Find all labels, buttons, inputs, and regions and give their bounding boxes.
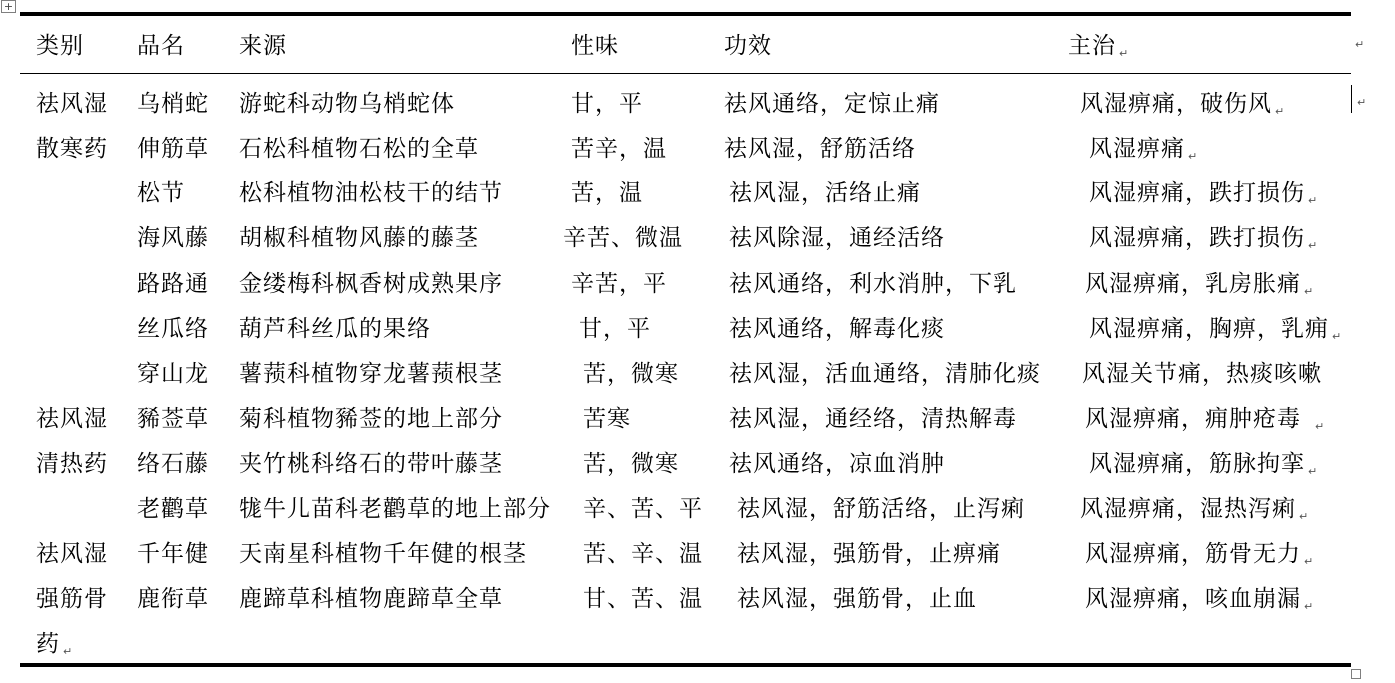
header-taste: 性味 bbox=[571, 33, 619, 59]
cell-indication: 风湿痹痛，胸痹，乳痈 ↵ bbox=[1089, 316, 1342, 343]
cell-effect: 祛风通络，解毒化痰 bbox=[729, 316, 945, 342]
cell-effect: 祛风通络，凉血消肿 bbox=[729, 451, 945, 477]
cell-indication: 风湿痹痛 ↵ bbox=[1089, 136, 1198, 163]
cell-taste: 苦，温 bbox=[571, 180, 643, 206]
category-cell-line: 祛风湿 bbox=[36, 406, 108, 432]
cell-taste: 苦辛，温 bbox=[571, 136, 667, 162]
category-cell-line: 药 ↵ bbox=[36, 631, 73, 658]
cell-effect: 祛风通络，定惊止痛 bbox=[724, 91, 940, 117]
cell-indication: 风湿痹痛，湿热泻痢 ↵ bbox=[1080, 496, 1309, 523]
cell-effect: 祛风湿，舒筋活络，止泻痢 bbox=[737, 496, 1025, 522]
cell-effect: 祛风湿，舒筋活络 bbox=[724, 136, 916, 162]
cell-taste: 辛、苦、平 bbox=[583, 496, 703, 522]
cell-taste: 苦，微寒 bbox=[583, 361, 679, 387]
cell-source: 菊科植物豨莶的地上部分 bbox=[239, 406, 503, 432]
header-source: 来源 bbox=[239, 33, 287, 59]
cell-indication: 风湿痹痛，筋脉拘挛 ↵ bbox=[1089, 451, 1318, 478]
cell-effect: 祛风湿，强筋骨，止血 bbox=[737, 586, 977, 612]
header-category: 类别 bbox=[36, 33, 84, 59]
cell-source: 葫芦科丝瓜的果络 bbox=[239, 316, 431, 342]
cell-indication: 风湿痹痛，乳房胀痛 ↵ bbox=[1085, 271, 1314, 298]
header-indication: 主治 ↵ bbox=[1068, 33, 1129, 60]
cell-taste: 甘、苦、温 bbox=[583, 586, 703, 612]
header-name: 品名 bbox=[137, 33, 185, 59]
table-header-rule bbox=[20, 73, 1351, 74]
cell-indication: 风湿痹痛，咳血崩漏 ↵ bbox=[1085, 586, 1314, 613]
category-cell-line: 清热药 bbox=[36, 451, 108, 477]
category-cell-line: 祛风湿 bbox=[36, 541, 108, 567]
cell-source: 夹竹桃科络石的带叶藤茎 bbox=[239, 451, 503, 477]
cell-name: 丝瓜络 bbox=[137, 316, 209, 342]
category-cell-line: 散寒药 bbox=[36, 136, 108, 162]
cell-indication: 风湿痹痛，跌打损伤 ↵ bbox=[1089, 225, 1318, 252]
cell-source: 胡椒科植物风藤的藤茎 bbox=[239, 225, 479, 251]
cell-name: 络石藤 bbox=[137, 451, 209, 477]
row-end-mark: ↵ bbox=[1357, 96, 1367, 109]
cell-effect: 祛风湿，活络止痛 bbox=[729, 180, 921, 206]
cell-source: 薯蓣科植物穿龙薯蓣根茎 bbox=[239, 361, 503, 387]
cell-effect: 祛风湿，通经络，清热解毒 bbox=[729, 406, 1017, 432]
cell-name: 乌梢蛇 bbox=[137, 91, 209, 117]
table-move-handle[interactable]: + bbox=[1, 0, 16, 13]
cell-indication: 风湿痹痛，跌打损伤 ↵ bbox=[1089, 180, 1318, 207]
cell-name: 老鹳草 bbox=[137, 496, 209, 522]
category-cell-line: 强筋骨 bbox=[36, 586, 108, 612]
cell-indication: 风湿痹痛，破伤风 ↵ bbox=[1080, 91, 1285, 118]
cell-taste: 辛苦、微温 bbox=[563, 225, 683, 251]
header-effect: 功效 bbox=[724, 33, 772, 59]
cell-name: 穿山龙 bbox=[137, 361, 209, 387]
cell-taste: 辛苦，平 bbox=[571, 271, 667, 297]
cell-name: 伸筋草 bbox=[137, 136, 209, 162]
table-bottom-rule bbox=[20, 663, 1351, 667]
cell-source: 天南星科植物千年健的根茎 bbox=[239, 541, 527, 567]
cell-indication: 风湿关节痛，热痰咳嗽 bbox=[1082, 361, 1322, 387]
cell-name: 豨莶草 bbox=[137, 406, 209, 432]
cell-taste: 甘，平 bbox=[579, 316, 651, 342]
row-end-mark: ↵ bbox=[1355, 38, 1365, 51]
cell-source: 游蛇科动物乌梢蛇体 bbox=[239, 91, 455, 117]
cell-effect: 祛风湿，活血通络，清肺化痰 bbox=[729, 361, 1041, 387]
cell-name: 鹿衔草 bbox=[137, 586, 209, 612]
table-top-rule bbox=[20, 12, 1351, 16]
cell-name: 松节 bbox=[137, 180, 185, 206]
cell-taste: 苦，微寒 bbox=[583, 451, 679, 477]
cell-source: 石松科植物石松的全草 bbox=[239, 136, 479, 162]
cell-source: 鹿蹄草科植物鹿蹄草全草 bbox=[239, 586, 503, 612]
category-cell-line: 祛风湿 bbox=[36, 91, 108, 117]
cell-source: 金缕梅科枫香树成熟果序 bbox=[239, 271, 503, 297]
cell-effect: 祛风通络，利水消肿，下乳 bbox=[729, 271, 1017, 297]
table-resize-handle[interactable] bbox=[1351, 669, 1361, 679]
cell-effect: 祛风湿，强筋骨，止痹痛 bbox=[737, 541, 1001, 567]
cell-effect: 祛风除湿，通经活络 bbox=[729, 225, 945, 251]
cell-name: 路路通 bbox=[137, 271, 209, 297]
cell-source: 松科植物油松枝干的结节 bbox=[239, 180, 503, 206]
cell-taste: 苦、辛、温 bbox=[583, 541, 703, 567]
cell-taste: 苦寒 bbox=[583, 406, 631, 432]
cell-taste: 甘，平 bbox=[571, 91, 643, 117]
cell-indication: 风湿痹痛，痈肿疮毒 ↵ bbox=[1085, 406, 1325, 433]
cell-source: 牻牛儿苗科老鹳草的地上部分 bbox=[239, 496, 551, 522]
cell-indication: 风湿痹痛，筋骨无力 ↵ bbox=[1085, 541, 1314, 568]
cell-name: 海风藤 bbox=[137, 225, 209, 251]
cell-name: 千年健 bbox=[137, 541, 209, 567]
text-cursor bbox=[1351, 85, 1352, 113]
